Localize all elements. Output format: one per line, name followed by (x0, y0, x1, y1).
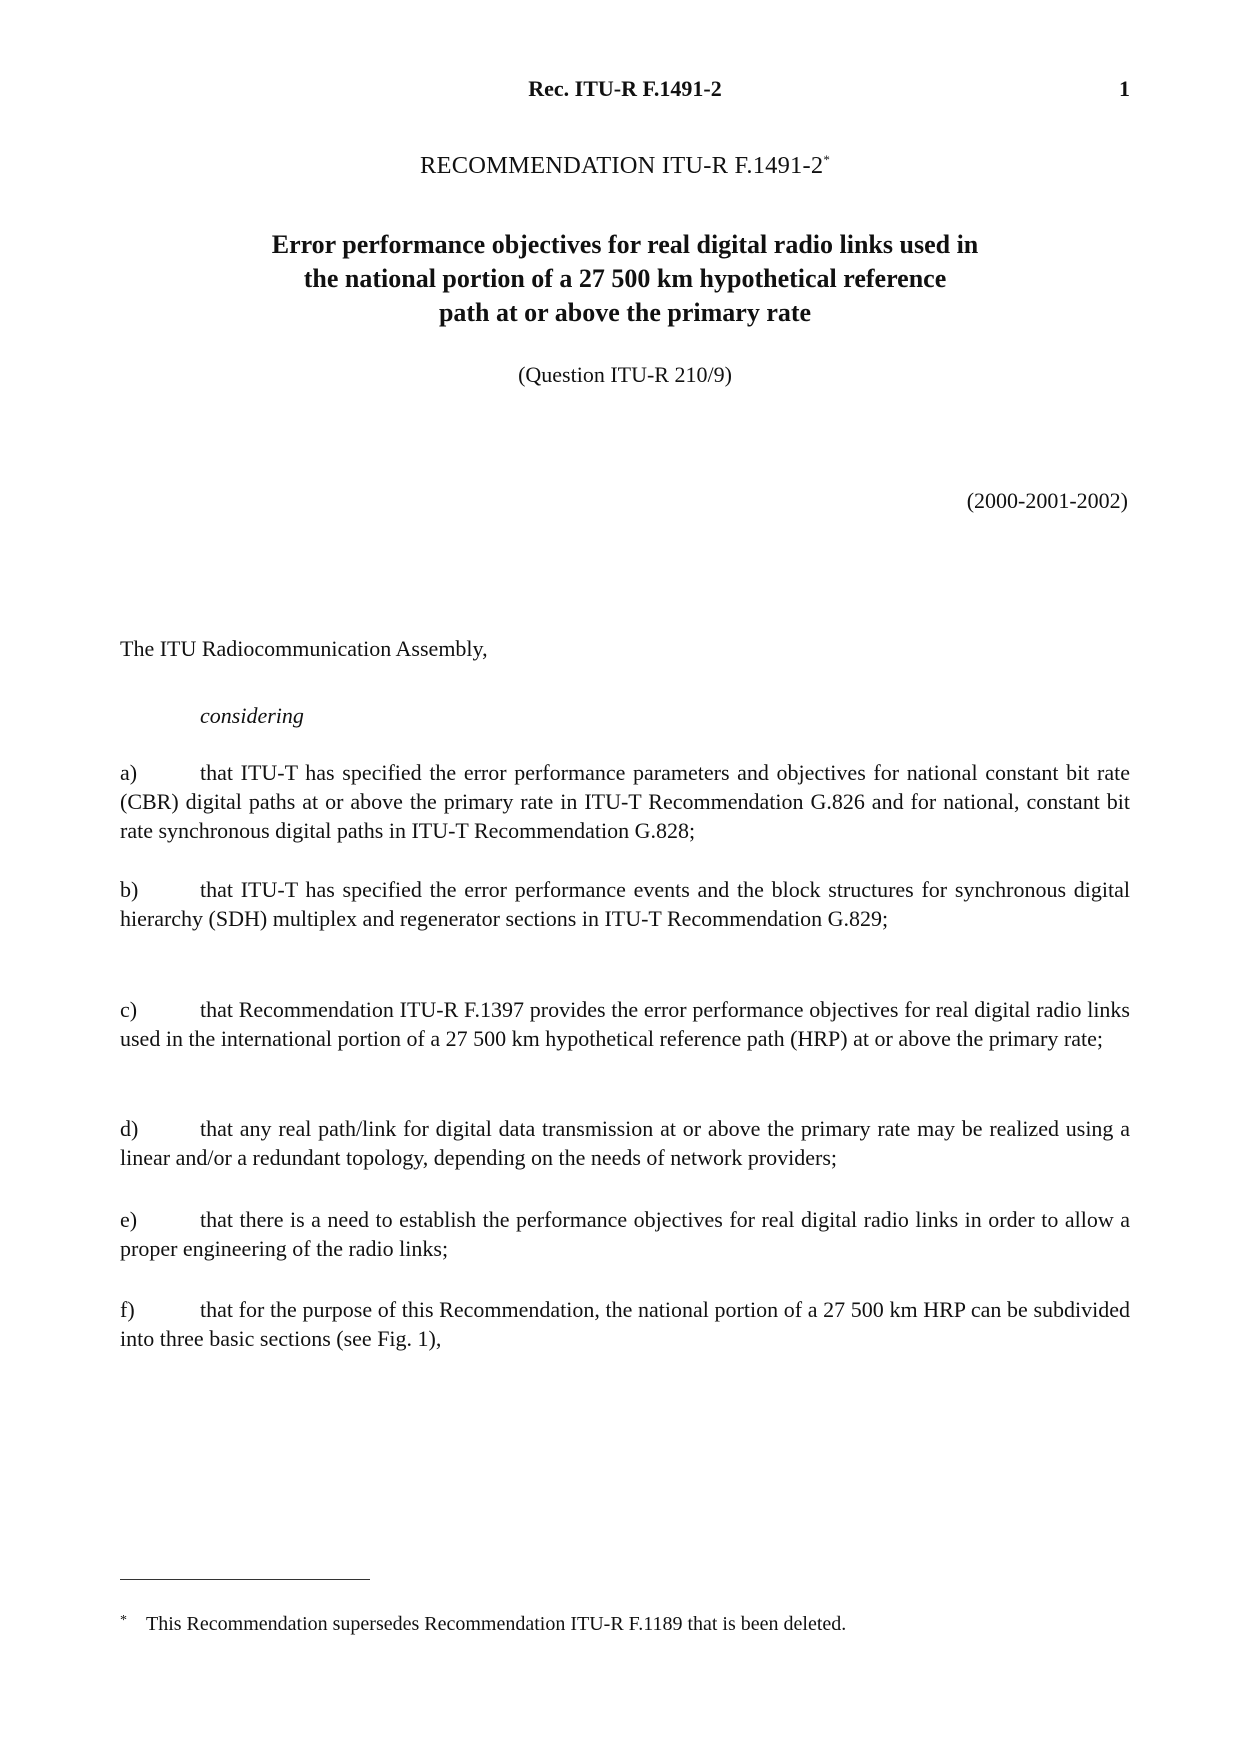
paragraph-c (120, 995, 1130, 1053)
paragraph-label: f) (120, 1297, 135, 1322)
paragraph-b (120, 875, 1130, 933)
paragraph-text: that any real path/link for digital data transmission at or above the primary rate may be realized using a linear and/or a redundant topology, depending on the needs of network providers; (120, 1116, 1130, 1170)
question-reference: (Question ITU-R 210/9) (518, 362, 732, 387)
footnote (120, 1613, 846, 1636)
paragraph-label: c) (120, 997, 138, 1022)
paragraph-label: b) (120, 877, 139, 902)
approval-dates: (2000-2001-2002) (966, 488, 1128, 513)
page-number: 1 (1119, 76, 1130, 101)
paragraph-text: that ITU-T has specified the error performance parameters and objectives for national constant bit rate (CBR) digital paths at or above the primary rate in ITU-T Recommendation G.826 and for national, constant bit rate synchronous digital paths in ITU-T Recommendation G.828; (120, 760, 1130, 843)
paragraph-d (120, 1114, 1130, 1172)
footnote-text: This Recommendation supersedes Recommendation ITU-R F.1189 that is been deleted. (146, 1613, 847, 1635)
recommendation-title (120, 152, 1130, 180)
header-code: Rec. ITU-R F.1491-2 (528, 76, 722, 101)
title-line: path at or above the primary rate (438, 298, 812, 327)
paragraph-text: that for the purpose of this Recommendation, the national portion of a 27 500 km HRP can be subdivided into three basic sections (see Fig. 1), (120, 1297, 1130, 1351)
footnote-reference: * (823, 152, 831, 167)
recommendation-title-text: RECOMMENDATION ITU-R F.1491-2 (419, 152, 824, 179)
considering-heading: considering (200, 703, 304, 728)
document-title (120, 228, 1130, 330)
paragraph-f (120, 1295, 1130, 1353)
title-line: the national portion of a 27 500 km hypothetical reference (303, 264, 947, 293)
assembly-preamble: The ITU Radiocommunication Assembly, (120, 636, 488, 661)
footnote-divider (120, 1579, 370, 1580)
paragraph-label: d) (120, 1116, 139, 1141)
paragraph-text: that there is a need to establish the performance objectives for real digital radio links in order to allow a proper engineering of the radio links; (120, 1207, 1130, 1261)
footnote-mark: * (120, 1613, 127, 1628)
paragraph-e (120, 1205, 1130, 1263)
paragraph-label: a) (120, 760, 138, 785)
title-line: Error performance objectives for real digital radio links used in (271, 230, 979, 259)
paragraph-label: e) (120, 1207, 138, 1232)
running-header (120, 76, 1130, 106)
paragraph-a (120, 758, 1130, 845)
paragraph-text: that ITU-T has specified the error performance events and the block structures for synchronous digital hierarchy (SDH) multiplex and regenerator sections in ITU-T Recommendation G.829; (120, 877, 1130, 931)
paragraph-text: that Recommendation ITU-R F.1397 provides the error performance objectives for real digital radio links used in the international portion of a 27 500 km hypothetical reference path (HRP) at or above the primary rate; (120, 997, 1130, 1051)
